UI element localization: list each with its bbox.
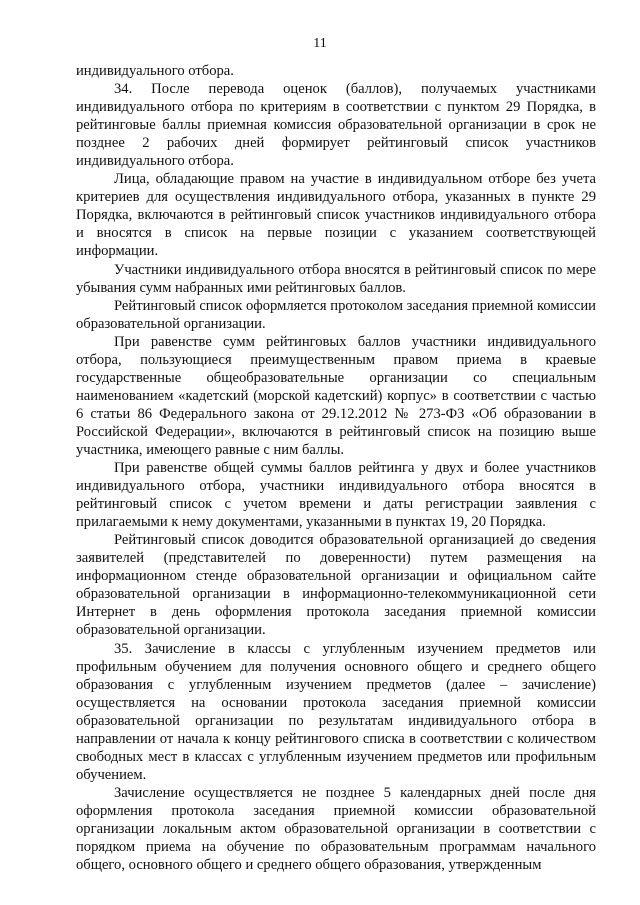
document-body <box>76 62 596 874</box>
paragraph-enrollment-deadline: Зачисление осуществляется не позднее 5 календарных дней после дня оформления протокола заседания приемной комиссии образовательной организации локальным актом образовательной организации в соответствии с порядком приема на обучение по образовательным программам начального общего, основного общего и среднего общего образования, утвержденным <box>76 784 596 874</box>
page-number: 11 <box>313 36 327 51</box>
paragraph-ranking-order: Участники индивидуального отбора вносятся в рейтинговый список по мере убывания сумм набранных ими рейтинговых баллов. <box>76 261 596 296</box>
paragraph-continuation: индивидуального отбора. <box>76 63 234 79</box>
paragraph-protocol: Рейтинговый список оформляется протоколом заседания приемной комиссии образовательной организации. <box>76 297 596 332</box>
paragraph-equal-scores: При равенстве общей суммы баллов рейтинга у двух и более участников индивидуального отбора, участники индивидуального отбора вносятся в рейтинговый список с учетом времени и даты регистрации заявления с прилагаемыми к нему документами, указанными в пунктах 19, 20 Порядка. <box>76 460 596 531</box>
paragraph-publication: Рейтинговый список доводится образовательной организацией до сведения заявителей (представителей по доверенности) путем размещения на информационном стенде образовательной организации и официальном сайте образовательной организации в информационно-телекоммуникационной сети Интернет в день оформления протокола заседания приемной комиссии образовательной организации. <box>76 532 596 639</box>
paragraph-cadet-priority: При равенстве сумм рейтинговых баллов участники индивидуального отбора, пользующиеся преимущественным правом приема в краевые государственные общеобразовательные организации со специальным наименованием «кадетский (морской кадетский) корпус» в соответствии с частью 6 статьи 86 Федерального закона от 29.12.2012 № 273-ФЗ «Об образовании в Российской Федерации», включаются в рейтинговый список на позицию выше участника, имеющего равные с ним баллы. <box>76 333 596 458</box>
paragraph-item-35: 35. Зачисление в классы с углубленным изучением предметов или профильным обучением для получения основного общего и среднего общего образования с углубленным изучением предметов (далее – зачисление) осуществляется на основании протокола заседания приемной комиссии образовательной организации по результатам индивидуального отбора в направлении от начала к концу рейтингового списка в соответствии с количеством свободных мест в классах с углубленным изучением предметов или профильным обучением. <box>76 640 596 783</box>
paragraph-priority-persons: Лица, обладающие правом на участие в индивидуальном отборе без учета критериев для осуществления индивидуального отбора, указанных в пункте 29 Порядка, включаются в рейтинговый список участников индивидуального отбора и вносятся в список на первые позиции с указанием соответствующей информации. <box>76 171 596 260</box>
paragraph-item-34: 34. После перевода оценок (баллов), получаемых участниками индивидуального отбора по критериям в соответствии с пунктом 29 Порядка, в рейтинговые баллы приемная комиссия образовательной организации в срок не позднее 2 рабочих дней формирует рейтинговый список участников индивидуального отбора. <box>76 81 596 170</box>
